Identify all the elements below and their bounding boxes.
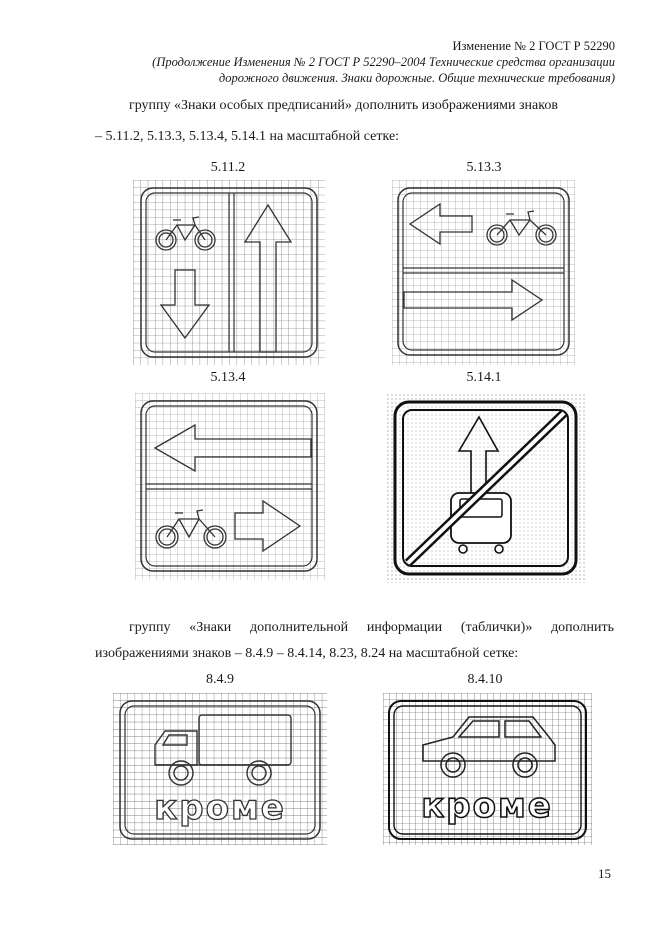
paragraph-2-word: (таблички)» bbox=[460, 620, 533, 635]
plate-caption-8-4-10: 8.4.10 bbox=[467, 672, 503, 687]
plate-caption-8-4-9: 8.4.9 bbox=[206, 672, 234, 687]
paragraph-2-word: «Знаки bbox=[189, 620, 232, 635]
page-number: 15 bbox=[598, 866, 611, 881]
sign-5-14-1 bbox=[386, 393, 585, 583]
paragraph-2-word: дополнить bbox=[551, 620, 614, 635]
paragraph-1-line-1: группу «Знаки особых предписаний» дополнить изображениями знаков bbox=[129, 98, 558, 113]
plate-text: кроме bbox=[421, 786, 553, 826]
sign-5-11-2 bbox=[133, 180, 325, 365]
plate-text: кроме bbox=[154, 788, 286, 828]
paragraph-2-word: дополнительной bbox=[250, 620, 349, 635]
sign-5-13-3 bbox=[392, 180, 575, 365]
plate-8-4-9 bbox=[113, 693, 327, 845]
header-line-2: (Продолжение Изменения № 2 ГОСТ Р 52290–2004 Технические средства организации bbox=[152, 55, 615, 69]
paragraph-2-word: информации bbox=[366, 620, 443, 635]
paragraph-2-line-1 bbox=[129, 620, 614, 636]
header-line-1: Изменение № 2 ГОСТ Р 52290 bbox=[452, 39, 615, 53]
sign-caption-5-13-4: 5.13.4 bbox=[210, 370, 246, 385]
header-line-3: дорожного движения. Знаки дорожные. Общие технические требования) bbox=[218, 71, 615, 85]
paragraph-2-word: группу bbox=[129, 620, 171, 635]
paragraph-2-line-2: изображениями знаков – 8.4.9 – 8.4.14, 8.23, 8.24 на масштабной сетке: bbox=[95, 646, 519, 661]
paragraph-1-line-2: – 5.11.2, 5.13.3, 5.13.4, 5.14.1 на масштабной сетке: bbox=[95, 129, 400, 144]
sign-caption-5-11-2: 5.11.2 bbox=[210, 160, 246, 175]
plate-8-4-10 bbox=[383, 693, 592, 845]
sign-5-13-4 bbox=[135, 393, 325, 580]
sign-caption-5-14-1: 5.14.1 bbox=[466, 370, 502, 385]
sign-caption-5-13-3: 5.13.3 bbox=[466, 160, 502, 175]
